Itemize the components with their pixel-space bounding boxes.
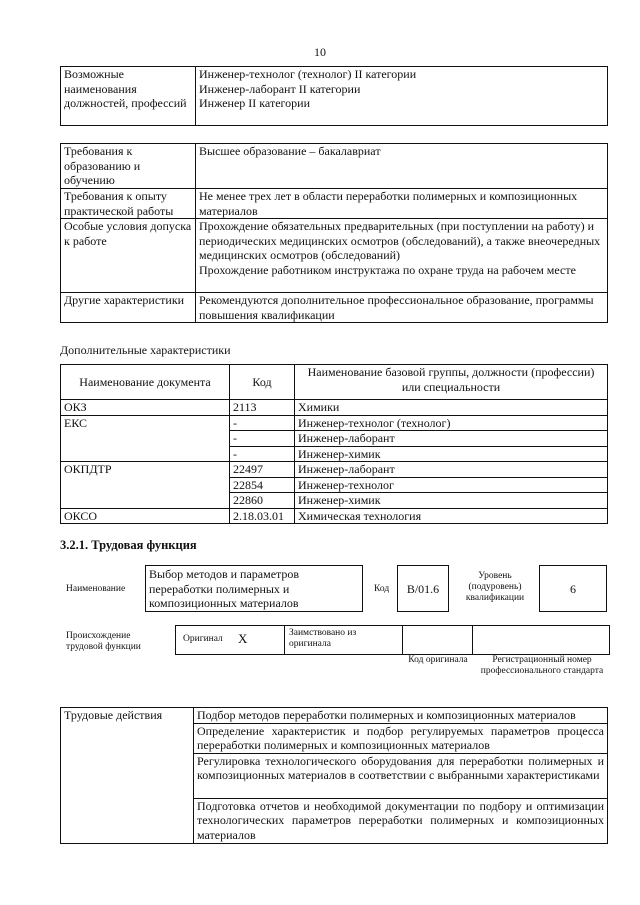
col-header-doc: Наименование документа xyxy=(61,365,230,400)
func-name-label: Наименование xyxy=(66,584,126,594)
code-cell: 22854 xyxy=(230,477,295,493)
code-cell: - xyxy=(230,431,295,447)
req-value: Рекомендуются дополнительное профессиональное образование, программы повышения квалификации xyxy=(196,293,608,323)
req-value: Не менее трех лет в области переработки полимерных и композиционных материалов xyxy=(196,189,608,219)
func-code-value: B/01.6 xyxy=(397,565,449,612)
original-mark: X xyxy=(238,631,248,646)
positions-values xyxy=(196,67,608,126)
code-original-caption: Код оригинала xyxy=(408,655,468,665)
col-header-name: Наименование базовой группы, должности (профессии) или специальности xyxy=(295,365,608,400)
req-value-line: Прохождение работником инструктажа по охране труда на рабочем месте xyxy=(199,262,576,277)
func-level-label: Уровень (подуровень) квалификации xyxy=(465,571,525,603)
req-label: Требования к образованию и обучению xyxy=(61,144,196,189)
doc-cell: ОКСО xyxy=(61,508,230,524)
func-code-label: Код xyxy=(374,584,390,594)
doc-cell: ОКПДТР xyxy=(61,462,230,509)
actions-table xyxy=(60,707,608,844)
origin-label: Происхождение трудовой функции xyxy=(66,631,141,652)
name-cell: Инженер-технолог xyxy=(295,477,608,493)
req-value: Высшее образование – бакалавриат xyxy=(196,144,608,189)
divider xyxy=(284,625,285,654)
borrowed-label: Заимствовано из оригинала xyxy=(289,628,357,649)
extra-heading: Дополнительные характеристики xyxy=(60,343,231,357)
code-cell: 2.18.03.01 xyxy=(230,508,295,524)
req-label: Особые условия допуска к работе xyxy=(61,219,196,293)
positions-label: Возможные наименования должностей, профессий xyxy=(61,67,196,126)
code-cell: 22860 xyxy=(230,493,295,509)
requirements-table xyxy=(60,143,608,323)
name-cell: Инженер-химик xyxy=(295,446,608,462)
doc-cell: ЕКС xyxy=(61,415,230,462)
name-cell: Инженер-лаборант xyxy=(295,462,608,478)
req-value xyxy=(196,219,608,293)
action-item: Подбор методов переработки полимерных и композиционных материалов xyxy=(194,708,608,724)
doc-cell: ОКЗ xyxy=(61,400,230,416)
name-cell: Химическая технология xyxy=(295,508,608,524)
code-cell: 2113 xyxy=(230,400,295,416)
req-label: Требования к опыту практической работы xyxy=(61,189,196,219)
actions-label: Трудовые действия xyxy=(61,708,194,844)
divider xyxy=(472,625,473,654)
divider xyxy=(402,625,403,654)
name-cell: Химики xyxy=(295,400,608,416)
original-label: Оригинал xyxy=(183,634,223,644)
action-item: Определение характеристик и подбор регулируемых параметров процесса переработки полимерных и композиционных материалов xyxy=(194,723,608,753)
page-number: 10 xyxy=(314,45,326,59)
section-title: 3.2.1. Трудовая функция xyxy=(60,538,197,552)
func-name-value: Выбор методов и параметров переработки полимерных и композиционных материалов xyxy=(145,565,363,612)
name-cell: Инженер-технолог (технолог) xyxy=(295,415,608,431)
req-value-line: Прохождение обязательных предварительных (при поступлении на работу) и периодических медицинских осмотров (обследований), а также внеочередных медицинских осмотров (обследований) xyxy=(199,219,601,262)
func-level-value: 6 xyxy=(539,565,607,612)
positions-table xyxy=(60,66,608,126)
code-cell: - xyxy=(230,446,295,462)
position-item: Инженер-лаборант II категории xyxy=(199,81,361,96)
req-label: Другие характеристики xyxy=(61,293,196,323)
reg-number-caption: Регистрационный номер профессионального стандарта xyxy=(480,655,604,676)
name-cell: Инженер-лаборант xyxy=(295,431,608,447)
position-item: Инженер-технолог (технолог) II категории xyxy=(199,67,417,81)
action-item: Подготовка отчетов и необходимой документации по подбору и оптимизации технологических параметров переработки полимерных и композиционных материалов xyxy=(194,798,608,843)
code-cell: - xyxy=(230,415,295,431)
code-cell: 22497 xyxy=(230,462,295,478)
position-item: Инженер II категории xyxy=(199,96,310,110)
origin-row xyxy=(175,625,610,655)
col-header-code: Код xyxy=(230,365,295,400)
classifiers-table xyxy=(60,364,608,524)
action-item: Регулировка технологического оборудования для переработки полимерных и композиционных материалов в соответствии с выбранными характеристиками xyxy=(194,753,608,798)
name-cell: Инженер-химик xyxy=(295,493,608,509)
